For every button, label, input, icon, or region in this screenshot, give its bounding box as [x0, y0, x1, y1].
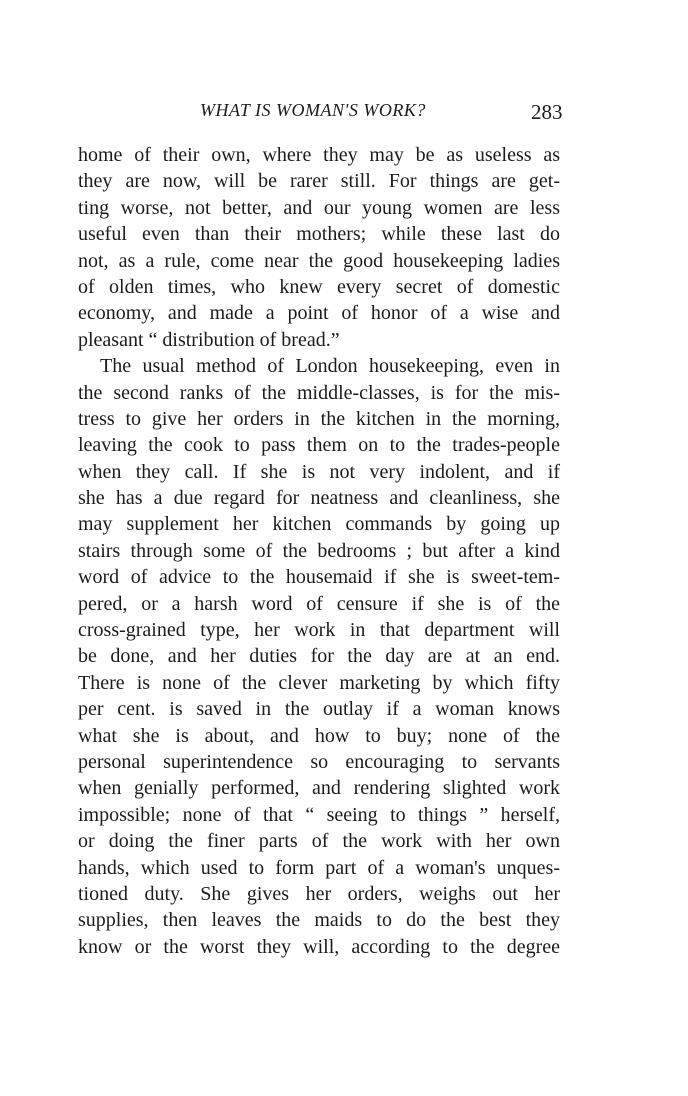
paragraph-start-line: The usual method of London housekeeping, even in	[100, 355, 560, 378]
text-line: when genially performed, and rendering slighted work	[78, 777, 560, 800]
text-line: ting worse, not better, and our young women are less	[78, 196, 560, 219]
text-line: home of their own, where they may be as useless as	[78, 144, 560, 166]
text-line: of olden times, who knew every secret of domestic	[78, 275, 560, 298]
text-line: be done, and her duties for the day are at an end.	[78, 645, 560, 668]
text-line: or doing the finer parts of the work with her own	[78, 830, 560, 853]
text-line: leaving the cook to pass them on to the trades-people	[78, 434, 560, 457]
text-line: she has a due regard for neatness and cleanliness, she	[78, 487, 560, 510]
text-line: pered, or a harsh word of censure if she is of the	[78, 592, 560, 615]
text-line: tioned duty. She gives her orders, weighs out her	[78, 882, 560, 905]
text-line: tress to give her orders in the kitchen in the morning,	[78, 407, 560, 430]
page-number: 283	[531, 100, 563, 124]
text-line: economy, and made a point of honor of a wise and	[78, 302, 560, 325]
text-line: useful even than their mothers; while these last do	[78, 223, 560, 246]
text-line: not, as a rule, come near the good housekeeping ladies	[78, 249, 560, 272]
text-line: the second ranks of the middle-classes, is for the mis-	[78, 381, 560, 404]
text-line: may supplement her kitchen commands by going up	[78, 513, 560, 536]
paragraph-end-line: pleasant “ distribution of bread.”	[78, 328, 340, 351]
text-line: cross-grained type, her work in that department will	[78, 619, 560, 642]
text-line: personal superintendence so encouraging to servants	[78, 750, 560, 773]
running-title: WHAT IS WOMAN'S WORK?	[200, 100, 426, 120]
text-line: impossible; none of that “ seeing to things ” herself,	[78, 803, 560, 826]
text-line: know or the worst they will, according to the degree	[78, 935, 560, 958]
body-text	[78, 142, 560, 960]
text-line: stairs through some of the bedrooms ; but after a kind	[78, 539, 560, 562]
text-line: hands, which used to form part of a woman's unques-	[78, 856, 560, 879]
text-line: There is none of the clever marketing by which fifty	[78, 671, 560, 694]
text-line: what she is about, and how to buy; none of the	[78, 724, 560, 747]
text-line: when they call. If she is not very indolent, and if	[78, 460, 560, 483]
text-line: word of advice to the housemaid if she is sweet-tem-	[78, 566, 560, 589]
text-line: they are now, will be rarer still. For things are get-	[78, 170, 560, 193]
text-line: supplies, then leaves the maids to do the best they	[78, 909, 560, 932]
text-line: per cent. is saved in the outlay if a woman knows	[78, 698, 560, 721]
